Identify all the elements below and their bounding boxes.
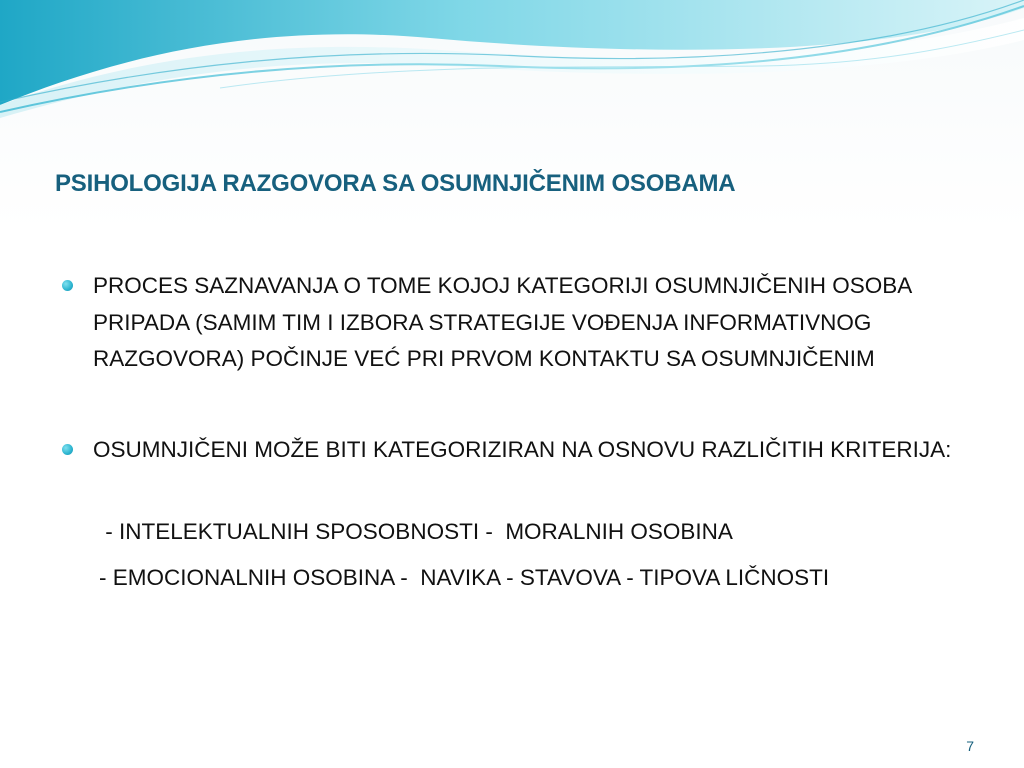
bullet-dot-icon: [62, 280, 73, 291]
slide-title: PSIHOLOGIJA RAZGOVORA SA OSUMNJIČENIM OSOBAMA: [55, 170, 736, 197]
criteria-line: - INTELEKTUALNIH SPOSOBNOSTI - MORALNIH OSOBINA: [99, 519, 733, 544]
decorative-wave-header: [0, 0, 1024, 130]
bullet-item: [62, 432, 953, 469]
page-number: 7: [966, 738, 974, 754]
slide-content: [62, 268, 962, 596]
bullet-text: OSUMNJIČENI MOŽE BITI KATEGORIZIRAN NA OSNOVU RAZLIČITIH KRITERIJA:: [93, 436, 952, 462]
criteria-line: - EMOCIONALNIH OSOBINA - NAVIKA - STAVOVA - TIPOVA LIČNOSTI: [99, 564, 830, 590]
bullet-item: [62, 268, 953, 378]
bullet-text: PROCES SAZNAVANJA O TOME KOJOJ KATEGORIJI OSUMNJIČENIH OSOBA PRIPADA (SAMIM TIM I IZBORA STRATEGIJE VOĐENJA INFORMATIVNOG RAZGOVORA) POČINJE VEĆ PRI PRVOM KONTAKTU SA OSUMNJIČENIM: [93, 273, 912, 371]
bullet-dot-icon: [62, 444, 73, 455]
